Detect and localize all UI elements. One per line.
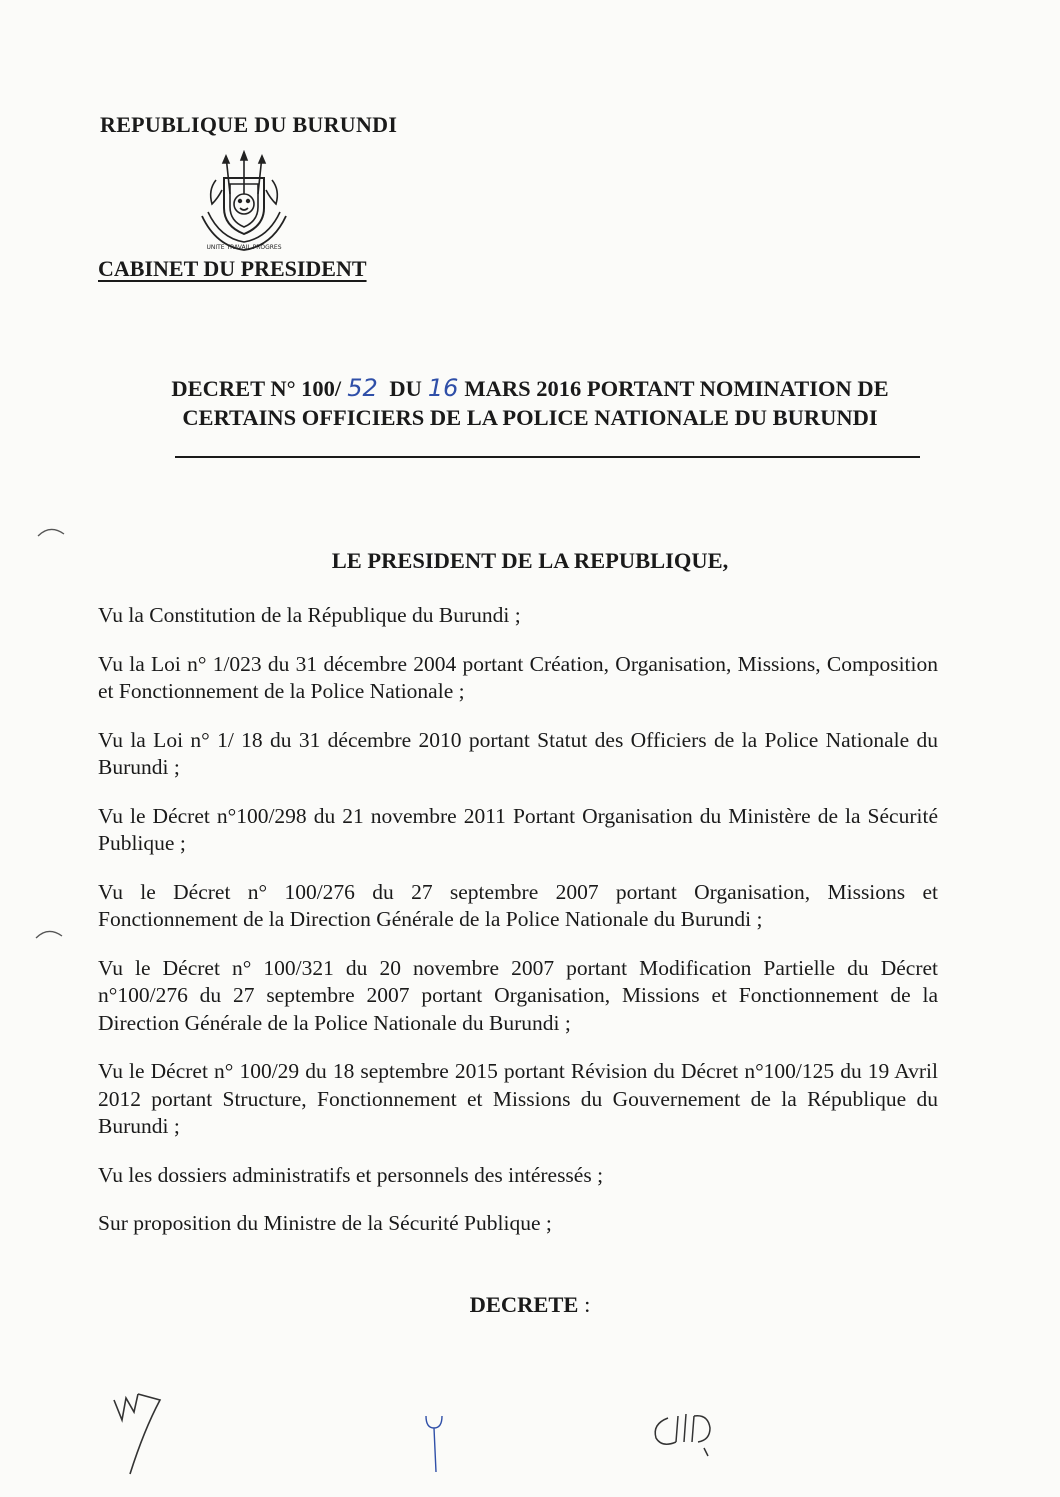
decree-title-line1 bbox=[100, 374, 960, 403]
handwritten-initial-left bbox=[108, 1390, 168, 1480]
consideration-item: Vu les dossiers administratifs et personnels des intéressés ; bbox=[98, 1162, 604, 1187]
margin-punch-mark bbox=[36, 524, 66, 538]
emblem-motto: UNITE TRAVAIL PROGRES bbox=[206, 244, 282, 251]
title-underline-rule bbox=[175, 456, 920, 458]
consideration-item: Vu le Décret n° 100/29 du 18 septembre 2015 portant Révision du Décret n°100/125 du 19 Avril 2012 portant Structure, Fonctionnement et Missions du Gouvernement de la République du Burundi ; bbox=[98, 1059, 938, 1138]
decree-title bbox=[100, 374, 960, 432]
consideration-item: Sur proposition du Ministre de la Sécurité Publique ; bbox=[98, 1211, 552, 1235]
considerations-list bbox=[98, 602, 938, 1259]
coat-of-arms-emblem bbox=[188, 150, 300, 258]
decree-title-line2: CERTAINS OFFICIERS DE LA POLICE NATIONALE DU BURUNDI bbox=[182, 405, 878, 430]
republic-heading: REPUBLIQUE DU BURUNDI bbox=[100, 112, 398, 137]
decree-prefix: DECRET N° 100/ bbox=[171, 376, 342, 401]
consideration-item: Vu le Décret n° 100/276 du 27 septembre 2007 portant Organisation, Missions et Fonctionnement de la Direction Générale de la Police Nationale du Burundi ; bbox=[98, 879, 938, 931]
decrete-suffix: : bbox=[578, 1292, 591, 1317]
decree-line1-rest: MARS 2016 PORTANT NOMINATION DE bbox=[464, 376, 889, 401]
cabinet-heading: CABINET DU PRESIDENT bbox=[98, 256, 367, 281]
margin-punch-mark bbox=[34, 926, 64, 940]
consideration-item: Vu la Constitution de la République du Burundi ; bbox=[98, 603, 521, 627]
decrete-label: DECRETE bbox=[469, 1292, 579, 1317]
decree-number-handwritten: 52 bbox=[347, 374, 378, 402]
consideration-item: Vu la Loi n° 1/023 du 31 décembre 2004 portant Création, Organisation, Missions, Composition et Fonctionnement de la Police Nationale ; bbox=[98, 651, 938, 703]
decrete-heading bbox=[100, 1292, 960, 1318]
handwritten-initial-center bbox=[420, 1412, 450, 1476]
consideration-item: Vu la Loi n° 1/ 18 du 31 décembre 2010 portant Statut des Officiers de la Police Nationale du Burundi ; bbox=[98, 727, 938, 779]
president-heading: LE PRESIDENT DE LA REPUBLIQUE, bbox=[331, 548, 729, 573]
consideration-item: Vu le Décret n°100/298 du 21 novembre 2011 Portant Organisation du Ministère de la Sécurité Publique ; bbox=[98, 803, 938, 855]
consideration-item: Vu le Décret n° 100/321 du 20 novembre 2007 portant Modification Partielle du Décret n°100/276 du 27 septembre 2007 portant Organisation, Missions et Fonctionnement de la Direction Générale de la Police Nationale du Burundi ; bbox=[98, 955, 938, 1035]
handwritten-initial-right bbox=[648, 1408, 724, 1458]
decree-du: DU bbox=[389, 376, 422, 401]
decree-day-handwritten: 16 bbox=[427, 374, 459, 402]
